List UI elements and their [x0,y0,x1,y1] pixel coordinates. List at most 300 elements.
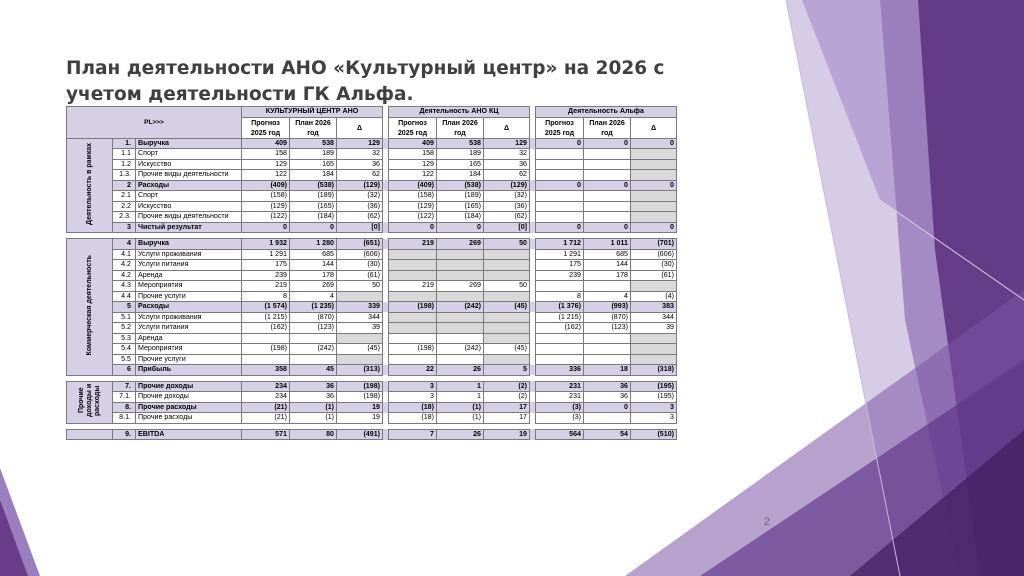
value-cell: (1 215) [242,312,290,323]
value-cell [389,354,437,365]
value-cell: (1 574) [242,302,290,313]
row-name: Услуги проживания [136,312,242,323]
value-cell: 189 [437,149,484,160]
value-cell: (18) [389,402,437,413]
value-cell: 1 [437,392,484,403]
value-cell: 1 280 [290,239,337,250]
value-cell: 165 [290,159,337,170]
value-cell: 26 [437,429,484,440]
value-cell: 184 [437,170,484,181]
value-cell: [0] [337,222,383,233]
value-cell: (3) [536,413,584,424]
value-cell: 358 [242,365,290,376]
row-name: Выручка [136,138,242,149]
table-row [67,149,677,160]
value-cell [437,354,484,365]
value-cell: (409) [389,180,437,191]
value-cell: 39 [631,323,677,334]
value-cell: (651) [337,239,383,250]
value-cell [242,333,290,344]
table-row [67,333,677,344]
value-cell: (122) [389,212,437,223]
value-cell: (491) [337,429,383,440]
value-cell: (123) [290,323,337,334]
value-cell [584,149,631,160]
value-cell: 1 712 [536,239,584,250]
value-cell [536,170,584,181]
section-label [67,239,113,376]
value-cell: 0 [389,222,437,233]
value-cell: 175 [242,260,290,271]
value-cell: 32 [337,149,383,160]
value-cell: 685 [290,249,337,260]
value-cell: (198) [242,344,290,355]
row-name: Аренда [136,333,242,344]
value-cell [242,354,290,365]
value-cell: (129) [242,201,290,212]
value-cell: 219 [389,281,437,292]
value-cell [389,260,437,271]
value-cell: 239 [242,270,290,281]
value-cell: 269 [437,239,484,250]
value-cell: 3 [631,402,677,413]
row-name: Спорт [136,149,242,160]
value-cell [484,312,530,323]
value-cell: (2) [484,392,530,403]
value-cell [536,212,584,223]
value-cell: (45) [484,344,530,355]
value-cell: 685 [584,249,631,260]
group-header-ano-kc: Деятельность АНО КЦ [389,107,530,118]
value-cell: 344 [337,312,383,323]
value-cell: (61) [337,270,383,281]
value-cell: (2) [484,381,530,392]
row-name: Искусство [136,201,242,212]
value-cell: 564 [536,429,584,440]
row-code: 4.4 [113,291,136,302]
row-code: 5.2 [113,323,136,334]
value-cell: (1 376) [536,302,584,313]
value-cell [337,354,383,365]
value-cell [584,333,631,344]
value-cell: 8 [242,291,290,302]
row-code: 8. [113,402,136,413]
value-cell [437,249,484,260]
value-cell [437,323,484,334]
value-cell: (195) [631,392,677,403]
row-name: Аренда [136,270,242,281]
value-cell: (36) [337,201,383,212]
row-name: Прочие виды деятельности [136,170,242,181]
value-cell [584,212,631,223]
row-name: Выручка [136,239,242,250]
value-cell: 36 [337,159,383,170]
section-label-text: Деятельность в рамках [85,142,93,225]
value-cell: 571 [242,429,290,440]
table-row [67,392,677,403]
value-cell [437,312,484,323]
value-cell: 231 [536,392,584,403]
value-cell: (189) [290,191,337,202]
value-cell: (1) [290,413,337,424]
value-cell [536,281,584,292]
value-cell [389,312,437,323]
value-cell: 19 [337,402,383,413]
value-cell: (45) [484,302,530,313]
value-cell: 538 [437,138,484,149]
col-plan: План 2026 год [584,117,631,138]
row-code: 1.3. [113,170,136,181]
value-cell: 1 291 [536,249,584,260]
row-code: 4.3 [113,281,136,292]
value-cell: (198) [337,392,383,403]
table-row-total [67,429,677,440]
value-cell [631,344,677,355]
table-row [67,260,677,271]
section-label-empty [67,429,113,440]
value-cell: 1 [437,381,484,392]
value-cell [484,323,530,334]
col-delta: Δ [631,117,677,138]
value-cell: (129) [389,201,437,212]
value-cell: 80 [290,429,337,440]
value-cell: 129 [337,138,383,149]
value-cell: (165) [290,201,337,212]
value-cell: (242) [290,344,337,355]
value-cell: 339 [337,302,383,313]
col-delta: Δ [337,117,383,138]
table-row [67,170,677,181]
value-cell: 336 [536,365,584,376]
value-cell [631,354,677,365]
value-cell: 538 [290,138,337,149]
value-cell: 0 [536,180,584,191]
table-row-total [67,381,677,392]
value-cell: 234 [242,381,290,392]
table-row [67,191,677,202]
row-code: 5.3 [113,333,136,344]
value-cell: 158 [389,149,437,160]
value-cell: 7 [389,429,437,440]
value-cell: (1) [290,402,337,413]
row-code: 4.2 [113,260,136,271]
value-cell: 36 [290,381,337,392]
value-cell: (158) [389,191,437,202]
row-name: Прочие доходы [136,381,242,392]
value-cell: 344 [631,312,677,323]
table-row [67,249,677,260]
value-cell [389,291,437,302]
value-cell: (242) [437,302,484,313]
page-number: 2 [764,516,771,528]
value-cell: (21) [242,402,290,413]
row-name: Прочие расходы [136,402,242,413]
value-cell [536,149,584,160]
table-row-total [67,239,677,250]
value-cell [484,270,530,281]
table-row [67,312,677,323]
table-row [67,323,677,334]
value-cell [631,333,677,344]
value-cell: 0 [631,180,677,191]
value-cell [389,323,437,334]
row-code: 2 [113,180,136,191]
value-cell: [0] [484,222,530,233]
value-cell: 129 [484,138,530,149]
value-cell [584,413,631,424]
value-cell: 3 [389,381,437,392]
row-name: Чистый результат [136,222,242,233]
value-cell [337,333,383,344]
value-cell: 409 [389,138,437,149]
row-code: 9. [113,429,136,440]
value-cell: 409 [242,138,290,149]
value-cell: (538) [437,180,484,191]
section-label-text: Коммерческая деятельность [85,254,93,356]
value-cell [631,191,677,202]
row-code: 2.3. [113,212,136,223]
value-cell [437,270,484,281]
value-cell [389,249,437,260]
value-cell: (162) [536,323,584,334]
row-code: 1.2 [113,159,136,170]
value-cell: (198) [389,344,437,355]
value-cell [337,291,383,302]
value-cell: (162) [242,323,290,334]
row-name: Прочие расходы [136,413,242,424]
value-cell: (510) [631,429,677,440]
value-cell: (198) [337,381,383,392]
value-cell: 184 [290,170,337,181]
corner-label: PL>>> [67,107,242,139]
row-code: 6 [113,365,136,376]
value-cell: 4 [290,291,337,302]
value-cell: (45) [337,344,383,355]
table-row-total [67,180,677,191]
value-cell [536,344,584,355]
row-name: Мероприятия [136,344,242,355]
value-cell: (184) [437,212,484,223]
value-cell: 269 [290,281,337,292]
value-cell: 189 [290,149,337,160]
table-row [67,270,677,281]
value-cell: 1 932 [242,239,290,250]
value-cell: 54 [584,429,631,440]
row-code: 2.2 [113,201,136,212]
value-cell [437,333,484,344]
value-cell [584,344,631,355]
row-code: 4 [113,239,136,250]
value-cell: (32) [337,191,383,202]
value-cell: 144 [584,260,631,271]
value-cell: (158) [242,191,290,202]
value-cell: (242) [437,344,484,355]
value-cell [536,191,584,202]
value-cell: (870) [290,312,337,323]
row-name: Услуги проживания [136,249,242,260]
value-cell: 219 [389,239,437,250]
value-cell: 122 [389,170,437,181]
row-code: 5 [113,302,136,313]
value-cell: 8 [536,291,584,302]
value-cell [584,354,631,365]
row-name: Мероприятия [136,281,242,292]
value-cell: (189) [437,191,484,202]
row-code: 3 [113,222,136,233]
table-row [67,354,677,365]
value-cell: (30) [337,260,383,271]
value-cell: 50 [337,281,383,292]
value-cell: (1 235) [290,302,337,313]
value-cell [536,201,584,212]
value-cell: 22 [389,365,437,376]
value-cell: (184) [290,212,337,223]
row-code: 1. [113,138,136,149]
row-name: Спорт [136,191,242,202]
value-cell: 4 [584,291,631,302]
value-cell: 1 011 [584,239,631,250]
row-code: 7. [113,381,136,392]
value-cell [631,149,677,160]
value-cell [631,159,677,170]
value-cell: 3 [389,392,437,403]
value-cell: 122 [242,170,290,181]
value-cell [584,201,631,212]
value-cell [437,260,484,271]
value-cell: 175 [536,260,584,271]
value-cell: (313) [337,365,383,376]
value-cell: 0 [242,222,290,233]
row-name: Прочие услуги [136,354,242,365]
table-row [67,201,677,212]
value-cell: (62) [484,212,530,223]
value-cell: (61) [631,270,677,281]
row-name: Услуги питания [136,260,242,271]
table-row-total [67,402,677,413]
row-code: 5.4 [113,344,136,355]
value-cell [389,270,437,281]
value-cell: (21) [242,413,290,424]
value-cell [584,191,631,202]
value-cell: (32) [484,191,530,202]
value-cell: 62 [337,170,383,181]
value-cell: (538) [290,180,337,191]
row-name: Расходы [136,180,242,191]
value-cell: 19 [484,429,530,440]
value-cell: 0 [631,222,677,233]
value-cell: (195) [631,381,677,392]
value-cell: 0 [631,138,677,149]
row-code: 5.1 [113,312,136,323]
table-row [67,344,677,355]
table-row [67,413,677,424]
value-cell: 17 [484,402,530,413]
value-cell: 0 [584,138,631,149]
value-cell: 383 [631,302,677,313]
value-cell: (4) [631,291,677,302]
value-cell: 0 [437,222,484,233]
value-cell: (122) [242,212,290,223]
value-cell: 234 [242,392,290,403]
value-cell [631,212,677,223]
value-cell [484,333,530,344]
value-cell [584,159,631,170]
value-cell: 3 [631,413,677,424]
value-cell: (1) [437,402,484,413]
table-row-total [67,138,677,149]
value-cell [631,201,677,212]
value-cell: 36 [584,381,631,392]
table-body [67,138,677,440]
value-cell: 50 [484,281,530,292]
value-cell [536,159,584,170]
slide-title: План деятельности АНО «Культурный центр» на 2026 с учетом деятельности ГК Альфа. [66,58,665,105]
value-cell: 17 [484,413,530,424]
value-cell: 0 [584,402,631,413]
table-row-total [67,365,677,376]
value-cell: 1 291 [242,249,290,260]
group-header-alpha: Деятельность Альфа [536,107,677,118]
value-cell: (30) [631,260,677,271]
value-cell: 0 [536,222,584,233]
value-cell [484,354,530,365]
value-cell [631,170,677,181]
row-name: Прочие услуги [136,291,242,302]
value-cell: (701) [631,239,677,250]
value-cell: (409) [242,180,290,191]
value-cell: (18) [389,413,437,424]
table-row [67,212,677,223]
value-cell: (62) [337,212,383,223]
col-forecast: Прогноз 2025 год [536,117,584,138]
section-label [67,381,113,423]
row-name: Расходы [136,302,242,313]
value-cell [484,260,530,271]
value-cell [290,354,337,365]
row-name: Прочие виды деятельности [136,212,242,223]
section-label [67,138,113,233]
value-cell: (870) [584,312,631,323]
value-cell: 45 [290,365,337,376]
section-label-text: Прочие доходы и расходы [77,383,101,418]
table-row [67,159,677,170]
table-row-total [67,302,677,313]
value-cell [389,333,437,344]
value-cell: (129) [337,180,383,191]
row-code: 7.1. [113,392,136,403]
value-cell: (129) [484,180,530,191]
value-cell: (198) [389,302,437,313]
value-cell: 18 [584,365,631,376]
value-cell [584,281,631,292]
value-cell: 178 [584,270,631,281]
row-name: EBITDA [136,429,242,440]
value-cell: 36 [584,392,631,403]
row-code: 4.1 [113,249,136,260]
value-cell: 62 [484,170,530,181]
value-cell: 0 [290,222,337,233]
value-cell: 239 [536,270,584,281]
financial-plan-table [66,106,677,440]
value-cell: 231 [536,381,584,392]
row-name: Искусство [136,159,242,170]
col-plan: План 2026 год [437,117,484,138]
row-code: 4.2 [113,270,136,281]
value-cell: (165) [437,201,484,212]
value-cell: 5 [484,365,530,376]
value-cell [290,333,337,344]
value-cell: (318) [631,365,677,376]
